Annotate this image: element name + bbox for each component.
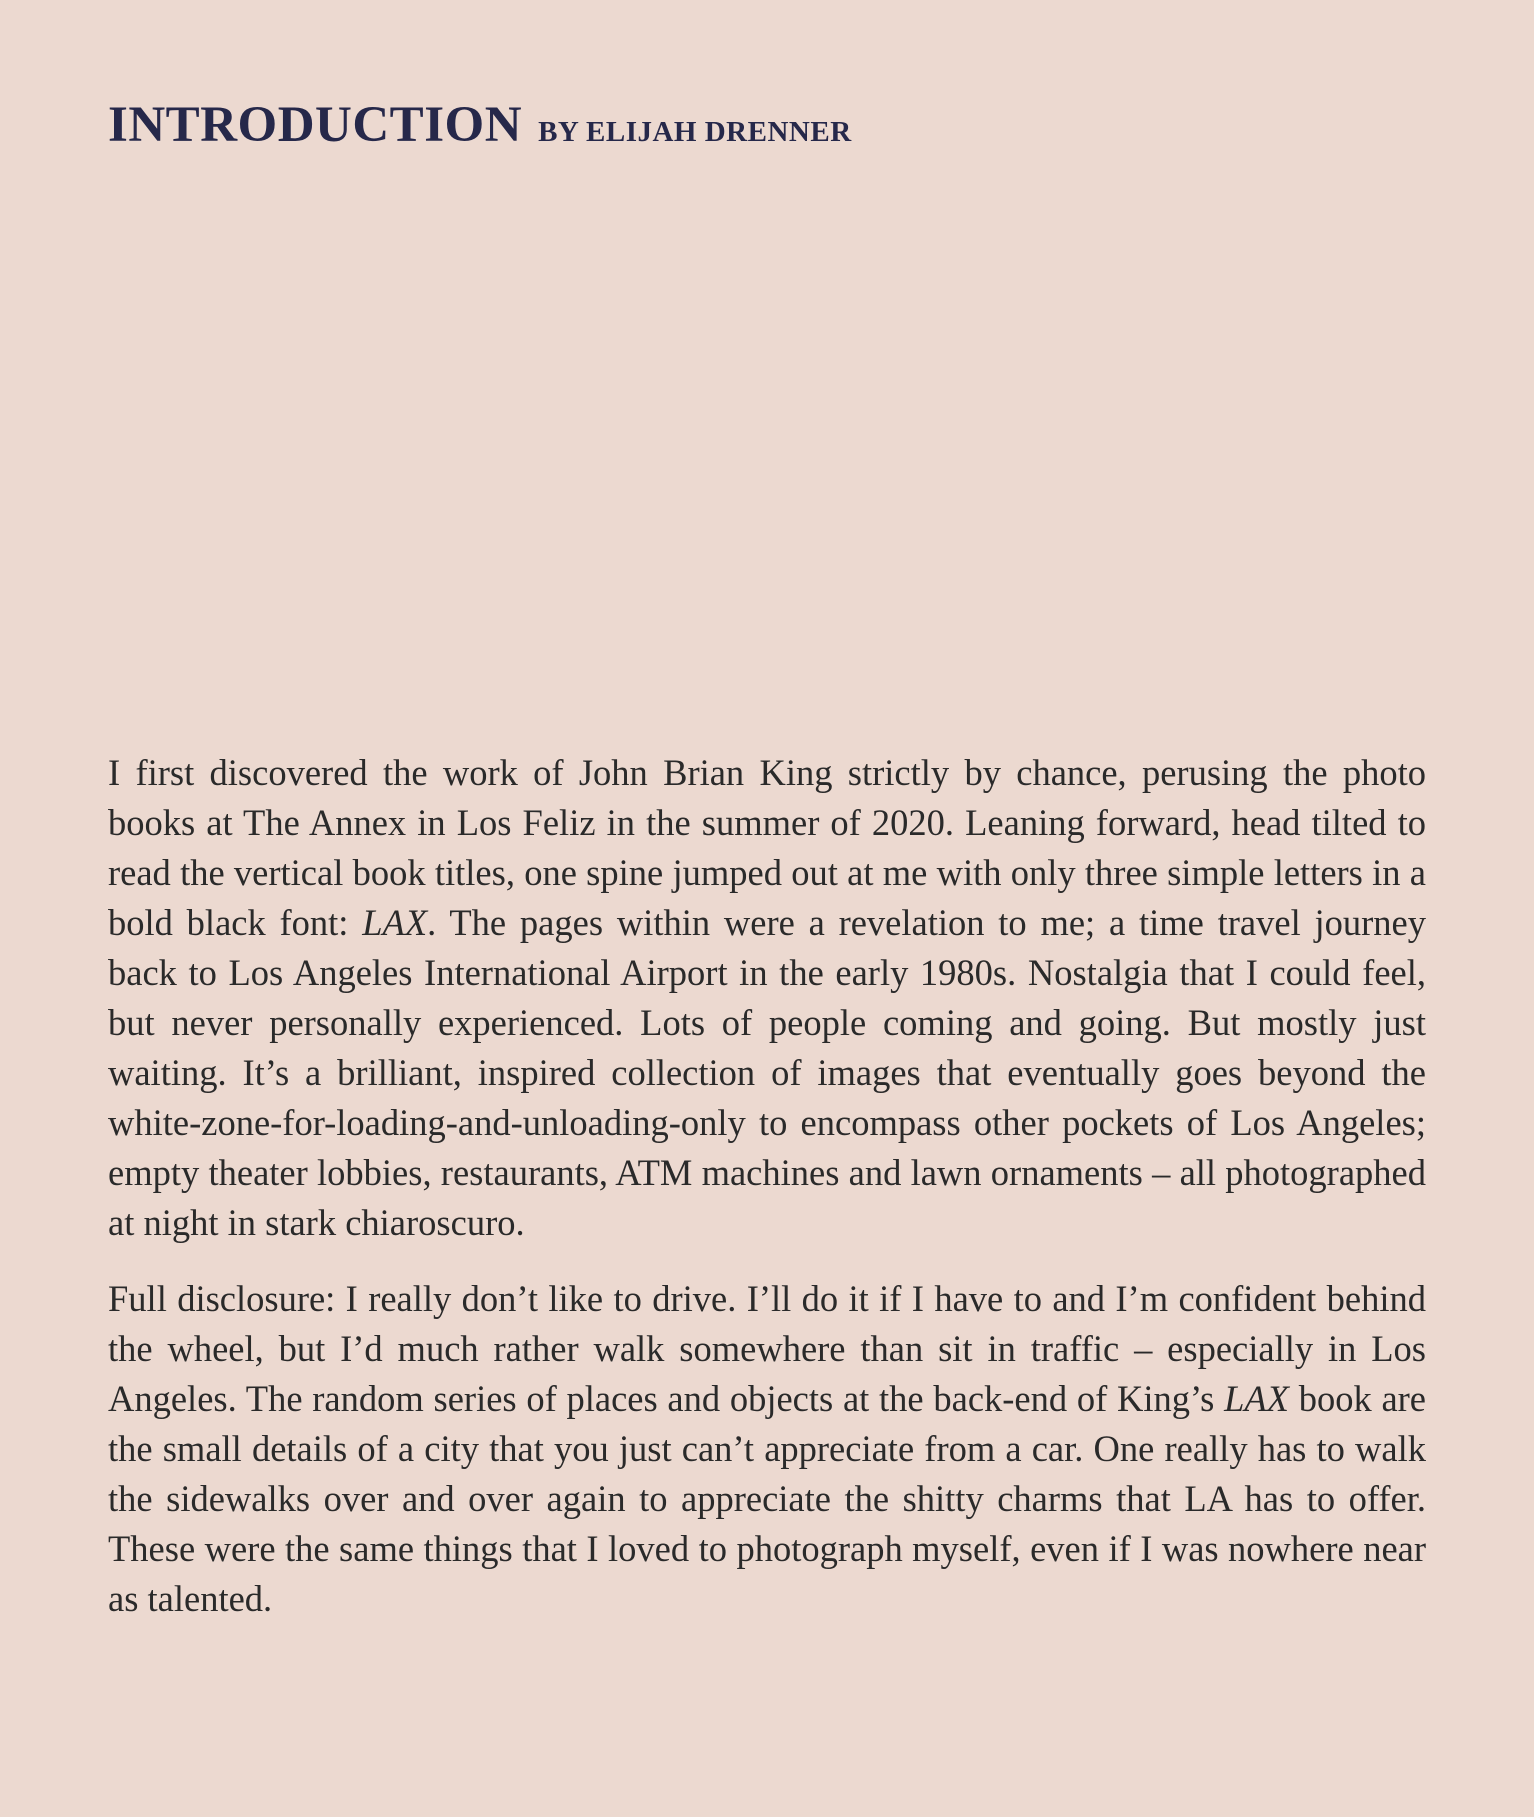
paragraph-2-text-b: book are the small details of a city that you just can’t appreciate from a car. One really has to walk the sidewalks over and over again to appreciate the shitty charms that LA has to offer. These were the same things that I loved to photograph myself, even if I was nowhere near as talented. bbox=[108, 1378, 1427, 1619]
author-byline: BY ELIJAH DRENNER bbox=[538, 116, 852, 148]
paragraph-2-text-a: Full disclosure: I really don’t like to drive. I’ll do it if I have to and I’m confident behind the wheel, but I’d much rather walk somewhere than sit in traffic – especially in Los Angeles. The random series of places and objects at the back-end of King’s bbox=[108, 1278, 1426, 1419]
book-title-lax: LAX bbox=[1224, 1378, 1289, 1419]
page-title: INTRODUCTION bbox=[108, 97, 523, 153]
paragraph-2 bbox=[108, 1274, 1426, 1624]
book-title-lax: LAX bbox=[362, 902, 428, 943]
page-heading bbox=[108, 97, 852, 153]
paragraph-1-text-b: . The pages within were a revelation to me; a time travel journey back to Los Angeles International Airport in the early 1980s. Nostalgia that I could feel, but never personally experienced. Lots of people coming and going. But mostly just waiting. It’s a brilliant, inspired collection of images that eventually goes beyond the white-zone-for-loading-and-unloading-only to encompass other pockets of Los Angeles; empty theater lobbies, restaurants, ATM machines and lawn ornaments – all photographed at night in stark chiaroscuro. bbox=[108, 902, 1426, 1243]
paragraph-1 bbox=[108, 748, 1426, 1248]
introduction-body bbox=[108, 748, 1426, 1650]
paragraph-1-text-a: I first discovered the work of John Brian King strictly by chance, perusing the photo books at The Annex in Los Feliz in the summer of 2020. Leaning forward, head tilted to read the vertical book titles, one spine jumped out at me with only three simple letters in a bold black font: bbox=[108, 752, 1426, 943]
